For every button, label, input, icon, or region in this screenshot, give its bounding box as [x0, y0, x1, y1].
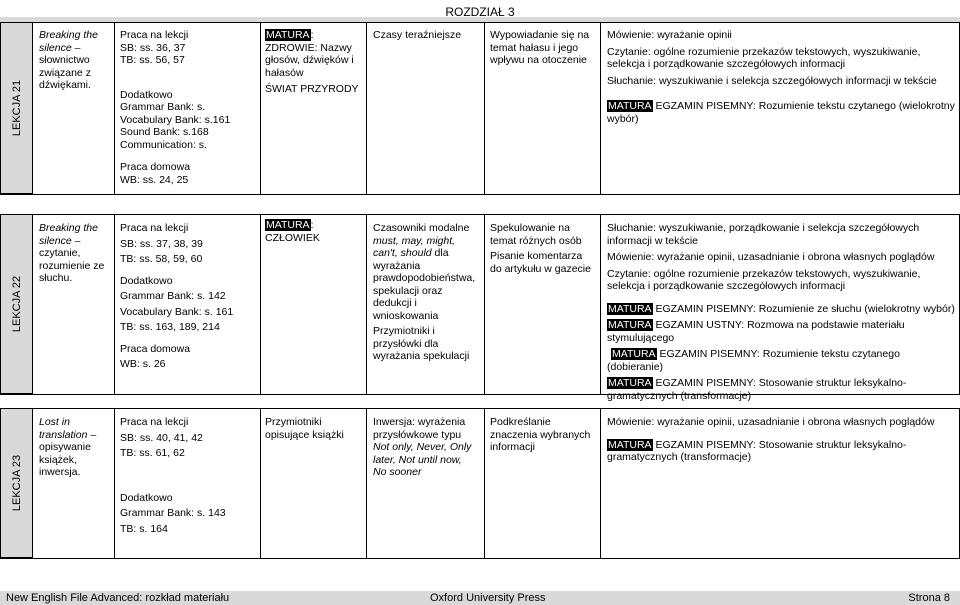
function-line: temat hałasu i jego: [490, 41, 579, 54]
topic-line: Lost in: [39, 416, 70, 428]
section-label: Dodatkowo: [120, 491, 173, 504]
grammar-line: Przymiotniki i: [373, 325, 435, 337]
function-line: wpływu na otoczenie: [490, 54, 587, 66]
section-label: Dodatkowo: [120, 88, 173, 101]
grammar-line: can't, should: [373, 247, 432, 259]
grammar-line: must, may, might,: [373, 234, 456, 247]
function-line: Wypowiadanie się na: [490, 29, 590, 41]
chapter-header: [0, 0, 960, 20]
skill-line: informacji w tekście: [607, 234, 699, 247]
grammar-line: wyrażania: [373, 259, 421, 272]
material-line: Grammar Bank: s. 142: [120, 290, 226, 302]
skill-line: EGZAMIN PISEMNY: Rozumienie tekstu czytanego (dobieranie): [607, 348, 900, 373]
topic-line: związane z: [39, 66, 91, 79]
skill-line: stymulującego: [607, 331, 675, 344]
function-line: Podkreślanie: [490, 416, 551, 428]
matura-badge: MATURA: [608, 319, 652, 331]
grammar-line: prawdopodobieństwa,: [373, 272, 476, 284]
material-line: WB: ss. 24, 25: [120, 173, 189, 186]
row-border: [0, 22, 960, 23]
row-border: [0, 558, 960, 559]
col-border: [600, 408, 601, 558]
col-border: [366, 214, 367, 394]
material-line: Sound Bank: s.168: [120, 126, 209, 138]
topic-line: silence –: [39, 41, 81, 54]
col-border: [260, 214, 261, 394]
skill-line: Czytanie: ogólne rozumienie przekazów tekstowych, wyszukiwanie,: [607, 267, 921, 280]
lesson-topic: [39, 29, 113, 92]
grammar-line: wnioskowania: [373, 309, 439, 322]
skill-line: gramatycznych (transformacje): [607, 451, 752, 463]
matura-badge: MATURA: [266, 29, 310, 41]
material-line: WB: s. 26: [120, 358, 166, 370]
function-line: znaczenia wybranych: [490, 428, 591, 441]
col-border: [260, 22, 261, 194]
vocab-line: CZŁOWIEK: [265, 231, 320, 244]
lesson-materials: [120, 29, 258, 186]
lesson-id: LEKCJA 22: [10, 275, 23, 333]
lesson-materials: [120, 416, 258, 535]
lesson-skills: [607, 416, 957, 464]
col-border: [114, 22, 115, 194]
function-line: Spekulowanie na: [490, 222, 570, 234]
col-border: [484, 214, 485, 394]
lesson-label-23: [0, 408, 33, 558]
material-line: TB: s. 164: [120, 522, 168, 535]
lesson-id: LEKCJA 21: [10, 79, 23, 137]
material-line: SB: ss. 36, 37: [120, 41, 186, 54]
material-line: SB: ss. 40, 41, 42: [120, 431, 203, 444]
lesson-vocabulary: [265, 416, 365, 441]
lesson-vocabulary: [265, 29, 365, 96]
section-label: Praca domowa: [120, 161, 191, 173]
lesson-functions: [490, 29, 598, 67]
lesson-functions: [490, 416, 598, 454]
lesson-label-21: [0, 22, 33, 194]
section-label: Praca domowa: [120, 342, 191, 355]
grammar-line: Inwersja: wyrażenia: [373, 416, 466, 428]
grammar-line: Czasowniki modalne: [373, 222, 470, 234]
material-line: Vocabulary Bank: s. 161: [120, 305, 234, 318]
topic-line: silence –: [39, 234, 81, 247]
material-line: SB: ss. 37, 38, 39: [120, 237, 203, 250]
material-line: Communication: s.: [120, 138, 207, 151]
lesson-skills: [607, 222, 957, 402]
chapter-title: ROZDZIAŁ 3: [445, 5, 515, 19]
footer-page-number: Strona 8: [908, 592, 950, 604]
skill-line: EGZAMIN PISEMNY: Rozumienie ze słuchu (wielokrotny wybór): [652, 302, 955, 315]
lesson-materials: [120, 222, 258, 371]
topic-line: dźwiękami.: [39, 79, 91, 91]
lesson-grammar: [373, 416, 483, 479]
vocab-line: opisujące książki: [265, 428, 344, 441]
material-line: TB: ss. 56, 57: [120, 54, 185, 66]
function-line: temat różnych osób: [490, 234, 582, 247]
matura-badge: MATURA: [608, 377, 652, 389]
skill-line: Słuchanie: wyszukiwanie, porządkowanie i selekcja szczegółowych: [607, 222, 920, 234]
topic-line: rozumienie ze: [39, 259, 105, 272]
col-border: [366, 22, 367, 194]
topic-line: Breaking the: [39, 222, 98, 234]
grammar-line: later, Not until now,: [373, 453, 462, 466]
function-line: Pisanie komentarza: [490, 250, 583, 262]
section-label: Dodatkowo: [120, 274, 173, 287]
grammar-line: No sooner: [373, 466, 422, 478]
topic-line: opisywanie: [39, 441, 91, 453]
skill-line: Mówienie: wyrażanie opinii: [607, 29, 732, 41]
col-border: [260, 408, 261, 558]
matura-badge: MATURA: [612, 348, 656, 360]
lesson-label-22: [0, 214, 33, 394]
skill-line: EGZAMIN PISEMNY: Stosowanie struktur leksykalno-: [652, 377, 907, 389]
topic-line: słuchu.: [39, 272, 73, 284]
topic-line: Breaking the: [39, 29, 98, 41]
section-label: Praca na lekcji: [120, 416, 189, 428]
skill-line: EGZAMIN PISEMNY: Rozumienie tekstu czytanego (wielokrotny: [652, 100, 955, 112]
section-label: Praca na lekcji: [120, 29, 189, 41]
footer-center: Oxford University Press: [430, 592, 546, 604]
matura-badge: MATURA: [608, 302, 652, 315]
matura-badge: MATURA: [608, 100, 652, 112]
vocab-line: głosów, dźwięków i: [265, 54, 354, 66]
matura-badge: MATURA: [266, 219, 310, 231]
skill-line: wybór): [607, 112, 639, 125]
topic-line: słownictwo: [39, 54, 90, 66]
material-line: TB: ss. 61, 62: [120, 447, 185, 459]
lesson-grammar: [373, 222, 483, 363]
vocab-line: hałasów: [265, 66, 304, 79]
grammar-line: Not only, Never, Only: [373, 441, 472, 453]
col-border: [366, 408, 367, 558]
vocab-line: ŚWIAT PRZYRODY: [265, 83, 359, 95]
topic-line: translation –: [39, 428, 97, 441]
topic-line: czytanie,: [39, 247, 81, 259]
matura-badge: MATURA: [608, 438, 652, 451]
material-line: TB: ss. 58, 59, 60: [120, 253, 203, 265]
material-line: Grammar Bank: s. 143: [120, 507, 226, 519]
row-border: [0, 214, 960, 215]
material-line: Vocabulary Bank: s.161: [120, 113, 231, 126]
material-line: TB: ss. 163, 189, 214: [120, 321, 220, 333]
skill-line: selekcja i porządkowanie szczegółowych informacji: [607, 58, 846, 70]
function-line: do artykułu w gazecie: [490, 262, 591, 275]
col-border: [114, 408, 115, 558]
lesson-vocabulary: [265, 219, 365, 244]
lesson-grammar: [373, 29, 483, 42]
col-border: [600, 214, 601, 394]
skill-line: EGZAMIN USTNY: Rozmowa na podstawie materiału: [652, 319, 905, 331]
grammar-line: przysłówkowe typu: [373, 428, 462, 441]
col-border: [484, 22, 485, 194]
function-line: informacji: [490, 441, 535, 453]
footer-left: New English File Advanced: rozkład materiału: [6, 592, 230, 604]
grammar-line: dedukcji i: [373, 297, 417, 309]
page-footer: [0, 591, 960, 605]
lesson-id: LEKCJA 23: [10, 454, 23, 512]
topic-line: książek,: [39, 453, 77, 466]
topic-line: inwersja.: [39, 466, 81, 478]
skill-line: gramatycznych (transformacje): [607, 389, 752, 402]
grammar-line: przysłówki dla: [373, 337, 439, 350]
grammar-line: wyrażania spekulacji: [373, 350, 470, 362]
col-border: [484, 408, 485, 558]
material-line: Grammar Bank: s.: [120, 101, 206, 113]
skill-line: Słuchanie: wyszukiwanie i selekcja szczegółowych informacji w tekście: [607, 74, 937, 87]
lesson-topic: [39, 416, 113, 479]
grammar-line: spekulacji oraz: [373, 284, 443, 297]
lesson-skills: [607, 29, 957, 125]
lesson-topic: [39, 222, 113, 285]
section-label: Praca na lekcji: [120, 222, 189, 234]
vocab-colon: :: [310, 219, 314, 231]
skill-line: Mówienie: wyrażanie opinii, uzasadnianie i obrona własnych poglądów: [607, 416, 935, 428]
skill-line: Mówienie: wyrażanie opinii, uzasadnianie i obrona własnych poglądów: [607, 251, 935, 263]
grammar-line: Czasy teraźniejsze: [373, 29, 462, 41]
col-border: [600, 22, 601, 194]
vocab-colon: :: [310, 29, 314, 41]
vocab-line: ZDROWIE: Nazwy: [265, 41, 352, 54]
skill-line: selekcja i porządkowanie szczegółowych informacji: [607, 280, 846, 292]
grammar-line: dla: [431, 247, 449, 259]
lesson-functions: [490, 222, 598, 275]
vocab-line: Przymiotniki: [265, 416, 322, 428]
col-border: [114, 214, 115, 394]
skill-line: EGZAMIN PISEMNY: Stosowanie struktur leksykalno-: [652, 438, 907, 451]
skill-line: Czytanie: ogólne rozumienie przekazów tekstowych, wyszukiwanie,: [607, 45, 921, 58]
row-border: [0, 194, 960, 195]
row-border: [0, 408, 960, 409]
